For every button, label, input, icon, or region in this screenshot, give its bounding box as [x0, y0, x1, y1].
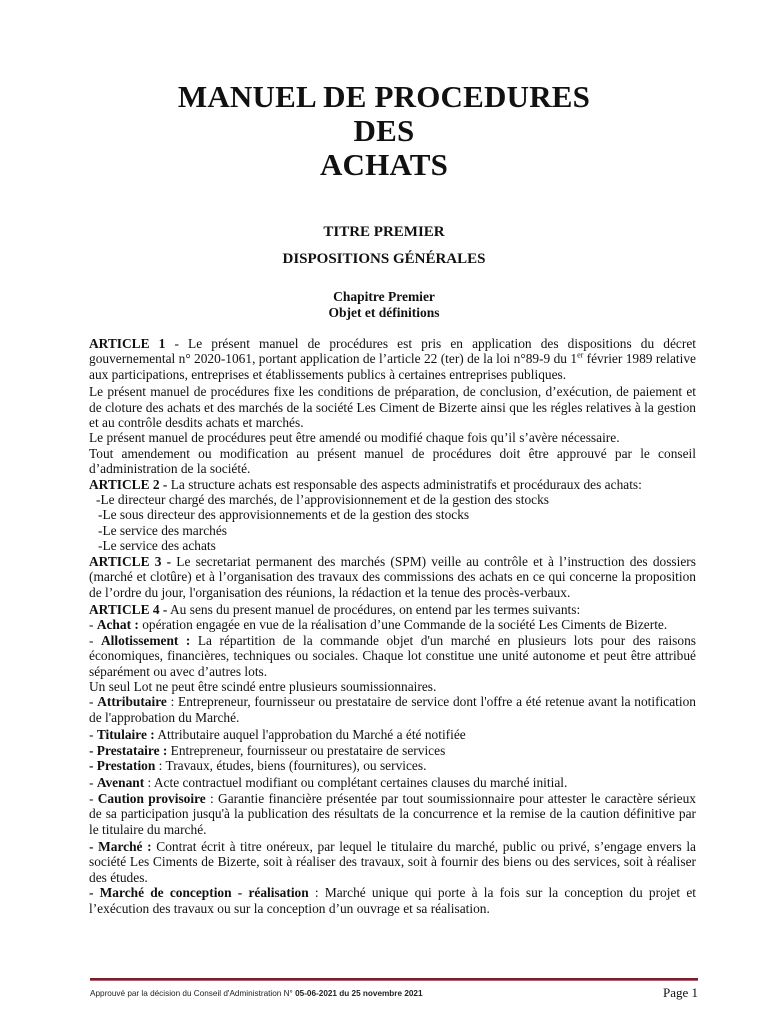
definition-achat [89, 617, 696, 632]
footer-approval [90, 989, 423, 998]
footer-decision-ref: 05-06-2021 du 25 novembre 2021 [295, 989, 423, 998]
article4-paragraph [89, 602, 696, 617]
definition-term: Allotissement : [101, 632, 191, 648]
article2-heading: ARTICLE 2 - [89, 476, 168, 492]
definition-caution-provisoire [89, 791, 696, 837]
document-title-line3: ACHATS [319, 147, 449, 182]
article4-heading: ARTICLE 4 - [89, 601, 168, 617]
definition-prefix: - [89, 617, 97, 633]
article3-paragraph [89, 554, 696, 600]
footer-approval-text: Approuvé par la décision du Conseil d'Administration N° [90, 989, 296, 998]
definition-text: : Travaux, études, biens (fournitures), ou services. [155, 757, 427, 773]
definition-text: Attributaire auquel l'approbation du Marché a été notifiée [154, 727, 466, 743]
titre-label: TITRE PREMIER [323, 224, 445, 240]
definition-term: - Prestation [89, 757, 156, 773]
definition-prefix: - [89, 727, 97, 743]
article1-text-a: - Le présent manuel de procédures est pris en application des dispositions du décret gouvernemental n° 2020-1061, portant application de l’article 22 (ter) de la loi n°89-9 du 1 [89, 336, 696, 367]
article2-list-item: -Le service des marchés [98, 522, 228, 538]
definition-text: La répartition de la commande objet d'un marché en plusieurs lots pour des raisons économiques, financières, techniques ou sociales. Chaque lot constitue une unité autonome et peut être attribué séparément ou avec d’autres lots. [89, 632, 697, 679]
definition-marche-conception [89, 885, 696, 916]
definition-term: - Marché : [89, 839, 152, 854]
titre-subtitle: DISPOSITIONS GÉNÉRALES [282, 251, 486, 267]
document-title-line1: MANUEL DE PROCEDURES [177, 79, 591, 114]
article4-text: Au sens du present manuel de procédures, on entend par les termes suivants: [167, 601, 581, 617]
article2-list-item: -Le service des achats [98, 538, 216, 554]
article2-list-item: -Le directeur chargé des marchés, de l’approvisionnement et de la gestion des stocks [96, 492, 550, 508]
article1-paragraph [89, 336, 696, 382]
definition-allotissement [89, 633, 696, 679]
definition-term: Caution provisoire [97, 790, 206, 806]
definition-text: Contrat écrit à titre onéreux, par lequel le titulaire du marché, public ou privé, s’engage envers la société Les Ciments de Bizerte, soit à réaliser des travaux, soit à fournir des biens ou des services, soit à réaliser des études. [89, 839, 697, 885]
article1-text-b: février 1989 relative aux participations, entreprises et établissements publics à certaines entreprises publiques. [89, 351, 696, 382]
definition-term: Achat : [96, 617, 139, 633]
definition-prestataire [89, 743, 696, 758]
chapitre-subtitle: Objet et définitions [328, 305, 440, 320]
definition-marche [89, 839, 696, 885]
definition-text: : Garantie financière présentée par tout soumissionnaire pour attester le caractère sérieux de sa participation jusqu'à la publication des résultats de la concurrence et la remise de la caution définitive par le titulaire du marché. [89, 790, 696, 837]
page-number: Page 1 [662, 985, 698, 1000]
definition-attributaire [89, 694, 696, 725]
document-title-line2: DES [353, 113, 415, 148]
definition-text: Entrepreneur, fournisseur ou prestataire de services [167, 742, 446, 758]
definition-prefix: - [89, 694, 98, 710]
definition-term: Attributaire [97, 694, 167, 710]
definition-prefix: - [89, 790, 98, 806]
article2-list-item: -Le sous directeur des approvisionnements et de la gestion des stocks [98, 507, 470, 523]
definition-text: opération engagée en vue de la réalisation d’une Commande de la société Les Ciments de Bizerte. [138, 617, 668, 633]
article3-text: Le secretariat permanent des marchés (SPM) veille au contrôle et à l’instruction des dossiers (marché et clotûre) et à l’organisation des travaux des commissions des achats en ce qui concerne la proposition de l’ordre du jour, l'organisation des réunions, la rédaction et la tenue des procès-verbaux. [89, 553, 696, 600]
footer-divider [90, 978, 698, 981]
article2-text: La structure achats est responsable des aspects administratifs et procéduraux des achats: [167, 476, 642, 492]
article1-sup: er [577, 350, 584, 360]
definition-prefix: - [89, 632, 101, 648]
definition-prestation [89, 758, 696, 773]
definition-prefix: - [89, 775, 97, 791]
article1-heading: ARTICLE 1 [89, 336, 166, 351]
definition-avenant [89, 775, 696, 790]
chapitre-label: Chapitre Premier [333, 289, 435, 304]
definition-text: : Entrepreneur, fournisseur ou prestataire de service dont l'offre a été retenue avant la notification de l'approbation du Marché. [89, 694, 697, 725]
definition-titulaire [89, 727, 696, 742]
article2-paragraph [89, 477, 696, 492]
definition-term: Avenant [96, 775, 145, 791]
definition-text: : Acte contractuel modifiant ou complétant certaines clauses du marché initial. [144, 775, 568, 791]
article1-para3: Le présent manuel de procédures peut être amendé ou modifié chaque fois qu’il s’avère nécessaire. [89, 430, 620, 446]
definition-term: - Prestataire : [89, 742, 168, 758]
article1-para2: Le présent manuel de procédures fixe les conditions de préparation, de conclusion, d’exécution, de paiement et de cloture des achats et des marchés de la société Les Ciment de Bizerte ainsi que les régles relatives à la gestion et au contrôle desdits achats et marchés. [89, 384, 696, 431]
article1-para4: Tout amendement ou modification au présent manuel de procédures doit être approuvé par le conseil d’administration de la société. [89, 445, 696, 477]
definition-term: Titulaire : [96, 727, 155, 743]
article3-heading: ARTICLE 3 - [89, 553, 172, 569]
definition-term: - Marché de conception - réalisation [89, 885, 309, 901]
document-body [89, 336, 696, 916]
definition-text: Un seul Lot ne peut être scindé entre plusieurs soumissionnaires. [89, 678, 437, 694]
definition-lot-note [89, 679, 696, 694]
definition-text: : Marché unique qui porte à la fois sur la conception du projet et l’exécution des travaux ou sur la conception d’un ouvrage et sa réalisation. [89, 885, 696, 916]
